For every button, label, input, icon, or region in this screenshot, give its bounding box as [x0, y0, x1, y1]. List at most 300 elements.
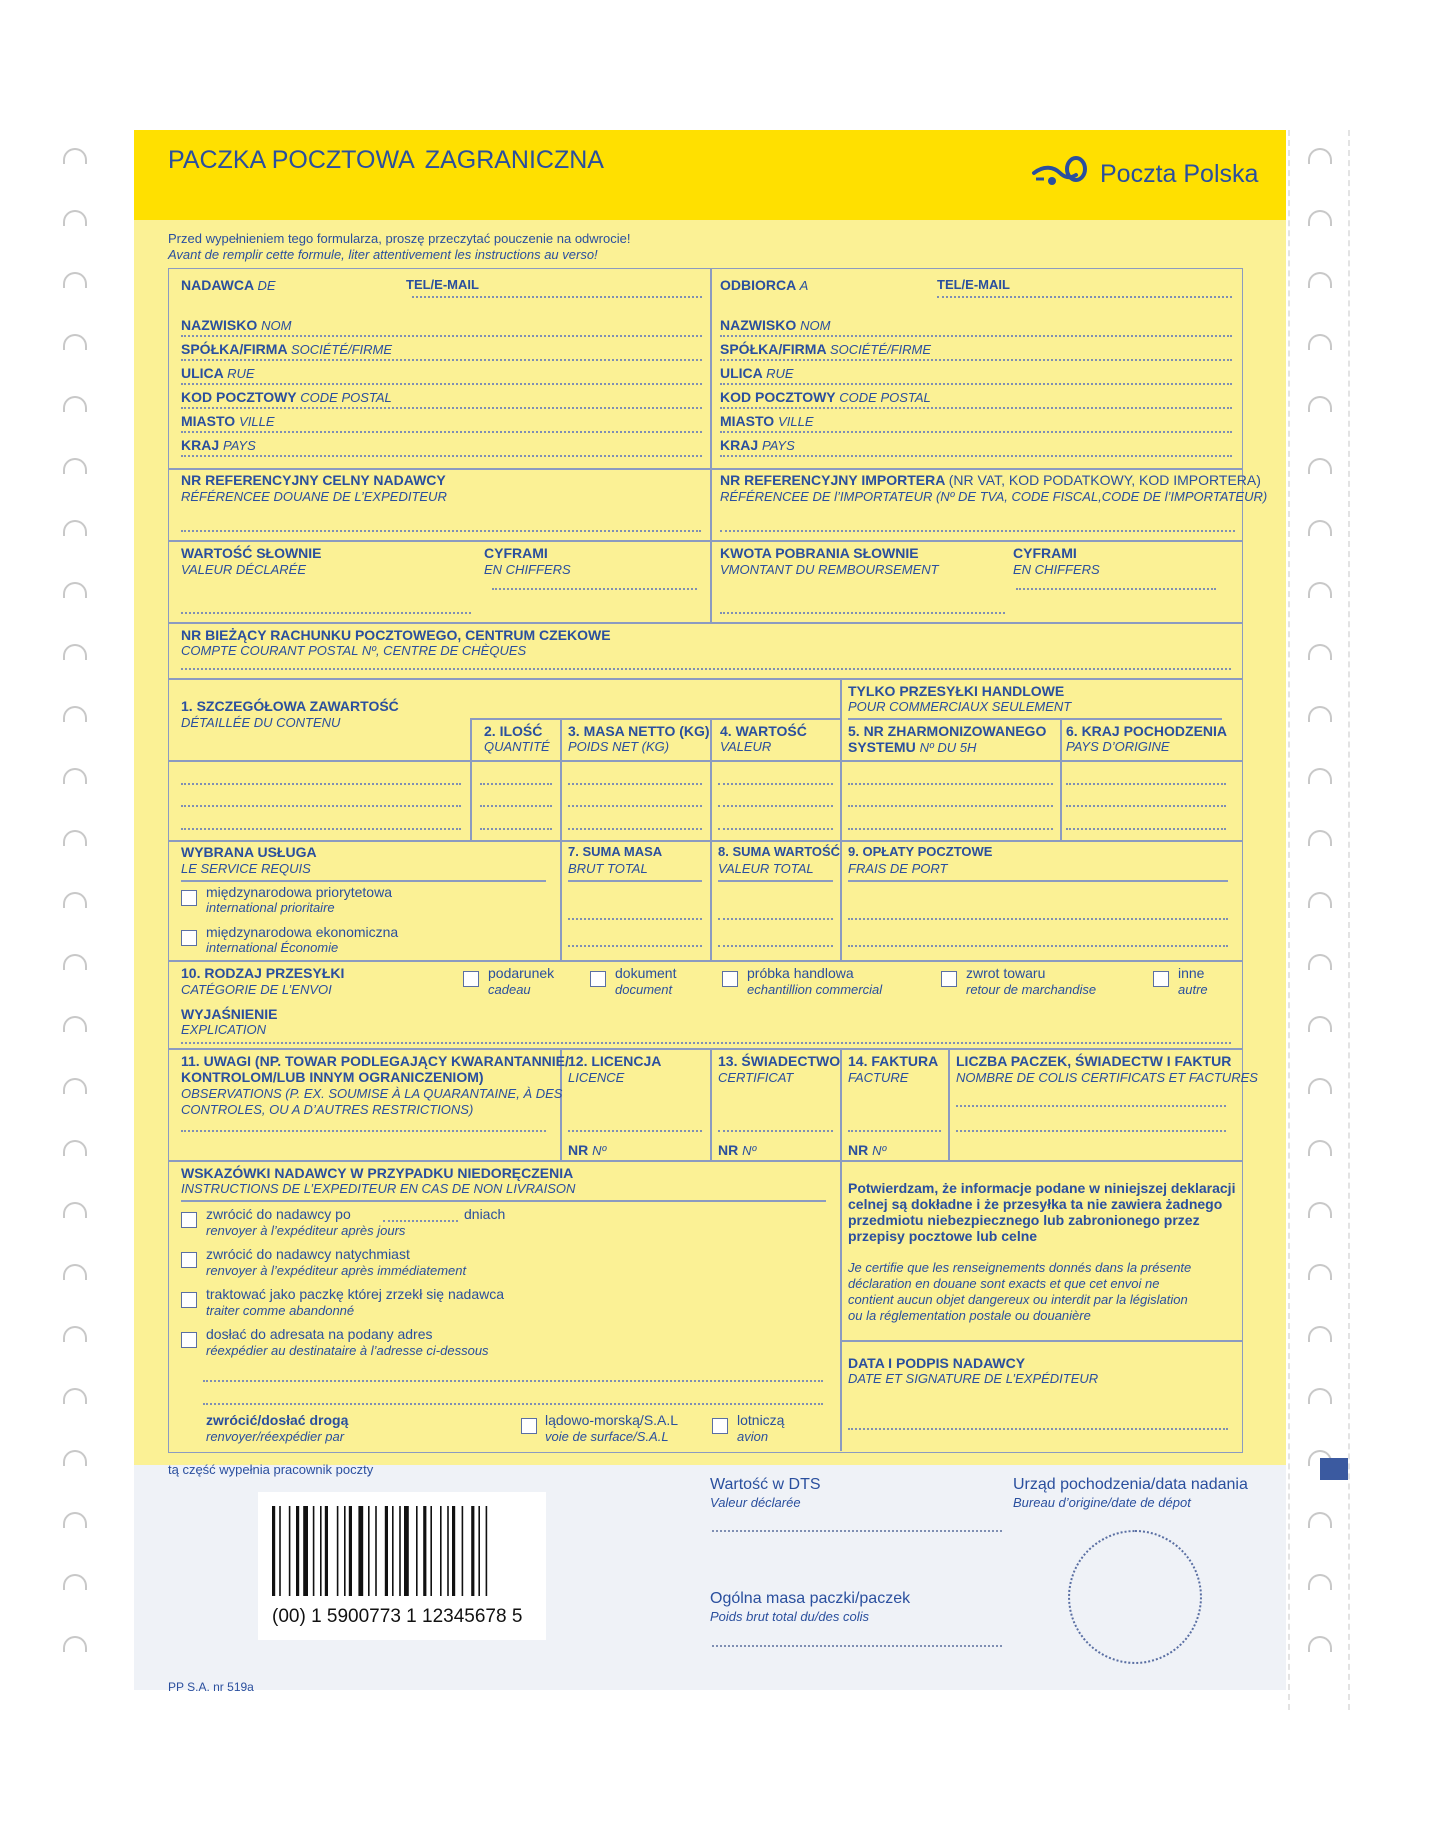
feed-hole — [63, 644, 87, 660]
recipient-field-name-fr: VILLE — [778, 414, 814, 429]
divider — [568, 880, 702, 882]
col-qty-fr: QUANTITÉ — [484, 739, 550, 754]
economy-label: międzynarodowa ekonomiczna — [206, 924, 399, 940]
col-hs-fr: Nº DU 5H — [919, 740, 977, 755]
value-words-fr: VALEUR DÉCLARÉE — [181, 562, 306, 577]
contents-cell-field[interactable] — [848, 783, 1053, 785]
col-qty-label: 2. ILOŚĆ — [484, 723, 543, 739]
divider — [948, 1048, 950, 1160]
barcode-bar — [471, 1506, 474, 1596]
feed-hole — [1308, 1140, 1332, 1156]
sender-field-name: SPÓŁKA/FIRMA — [181, 341, 288, 357]
value-words-field[interactable] — [181, 612, 471, 614]
invoice-label: 14. FAKTURA — [848, 1053, 939, 1069]
feed-hole — [63, 1636, 87, 1652]
col-value-label: 4. WARTOŚĆ — [720, 723, 807, 739]
barcode-text: (00) 1 5900773 1 12345678 5 — [272, 1606, 523, 1627]
economy-fr: international Économie — [206, 940, 339, 955]
notes-fr-2: CONTROLES, OU A D’AUTRES RESTRICTIONS) — [181, 1102, 474, 1117]
divider — [168, 540, 1243, 542]
redirect-address-field-2[interactable] — [203, 1403, 823, 1405]
account-label: NR BIEŻĄCY RACHUNKU POCZTOWEGO, CENTRUM CZEKOWE — [181, 627, 611, 643]
sender-field-label — [181, 389, 392, 405]
contents-cell-field[interactable] — [568, 828, 702, 830]
sender-field-input[interactable] — [181, 407, 702, 409]
sender-field-name-fr: SOCIÉTÉ/FIRME — [290, 342, 393, 357]
sender-field-name: ULICA — [181, 365, 224, 381]
route-fr: renvoyer/réexpédier par — [206, 1429, 345, 1444]
feed-hole — [63, 706, 87, 722]
mass-field[interactable] — [712, 1645, 1002, 1647]
recipient-field-name: NAZWISKO — [720, 317, 797, 333]
days-label: dniach — [464, 1206, 506, 1222]
feed-hole — [1308, 396, 1332, 412]
count-fr: NOMBRE DE COLIS CERTIFICATS ET FACTURES — [956, 1070, 1258, 1085]
barcode-bar — [462, 1506, 464, 1596]
category-label: 10. RODZAJ PRZESYŁKI — [181, 965, 345, 981]
divider — [168, 760, 1243, 762]
service-label: WYBRANA USŁUGA — [181, 844, 317, 860]
col-contents-label: 1. SZCZEGÓŁOWA ZAWARTOŚĆ — [181, 698, 399, 714]
notes-label: 11. UWAGI — [181, 1053, 252, 1069]
signature-field[interactable] — [848, 1428, 1228, 1430]
divider — [168, 1048, 1243, 1050]
contents-cell-field[interactable] — [181, 828, 461, 830]
feed-hole — [63, 892, 87, 908]
sender-field-name-fr: VILLE — [239, 414, 275, 429]
sender-field-label — [181, 437, 256, 453]
divider — [470, 718, 840, 720]
perforation-line-right — [1348, 130, 1352, 1710]
barcode-bar — [368, 1506, 370, 1596]
declaration-pl-line: Potwierdzam, że informacje podane w niniejszej deklaracji — [848, 1180, 1236, 1196]
contents-cell-field[interactable] — [181, 783, 461, 785]
signature-fr: DATE ET SIGNATURE DE L’EXPÉDITEUR — [848, 1371, 1099, 1386]
sender-field-name: MIASTO — [181, 413, 236, 429]
left-feed-strip — [55, 130, 95, 1690]
logo-text: Poczta Polska — [1100, 160, 1259, 188]
category-checkbox[interactable] — [722, 971, 738, 987]
declaration-pl-line: celnej są dokładne i że przesyłka ta nie zawiera żadnego — [848, 1196, 1223, 1212]
certificate-nr-fr: Nº — [742, 1143, 757, 1158]
declaration-pl-line: przedmiotu niebezpiecznego lub zabronionego przez — [848, 1212, 1200, 1228]
contents-cell-field[interactable] — [848, 828, 1053, 830]
barcode-bar — [296, 1506, 299, 1596]
sender-tel-field[interactable] — [412, 296, 702, 298]
category-checkbox[interactable] — [463, 971, 479, 987]
cod-words-field[interactable] — [720, 612, 1005, 614]
explanation-label: WYJAŚNIENIE — [181, 1006, 278, 1022]
divider — [1060, 718, 1062, 840]
recipient-field-label — [720, 365, 794, 381]
footer-code: PP S.A. nr 519a — [168, 1680, 254, 1694]
recipient-tel-label: TEL/E-MAIL — [937, 277, 1010, 292]
category-option-fr: cadeau — [488, 982, 531, 997]
sender-field-name: KRAJ — [181, 437, 220, 453]
feed-hole — [63, 1264, 87, 1280]
commercial-label: TYLKO PRZESYŁKI HANDLOWE — [848, 683, 1065, 699]
explanation-field[interactable] — [181, 1042, 1231, 1044]
barcode-bar — [279, 1506, 281, 1596]
certificate-fr: CERTIFICAT — [718, 1070, 794, 1085]
invoice-field[interactable] — [848, 1130, 941, 1132]
feed-hole — [1308, 458, 1332, 474]
notes-label-2: KONTROLOM/LUB INNYM OGRANICZENIOM) — [181, 1069, 484, 1085]
redirect-fr: réexpédier au destinataire à l’adresse ci-dessous — [206, 1343, 489, 1358]
surface-fr: voie de surface/S.A.L — [545, 1429, 669, 1444]
col-origin-fr: PAYS D’ORIGINE — [1066, 739, 1170, 754]
barcode-bar — [404, 1506, 409, 1596]
barcode-bar — [320, 1506, 322, 1596]
licence-fr: LICENCE — [568, 1070, 625, 1085]
divider — [168, 960, 1243, 962]
sender-field-label — [181, 317, 291, 333]
col-mass-label: 3. MASA NETTO (KG) — [568, 723, 710, 739]
postal-fees-fr: FRAIS DE PORT — [848, 861, 948, 876]
contents-cell-field[interactable] — [480, 828, 552, 830]
licence-field[interactable] — [568, 1130, 702, 1132]
feed-hole — [1308, 706, 1332, 722]
explanation-fr: EXPLICATION — [181, 1022, 267, 1037]
feed-hole — [63, 1574, 87, 1590]
barcode-bar — [289, 1506, 291, 1596]
feed-hole — [1308, 644, 1332, 660]
dts-label: Wartość w DTS — [710, 1476, 821, 1493]
contents-cell-field[interactable] — [480, 783, 552, 785]
certificate-nr: NR — [718, 1142, 739, 1158]
return-immediately-fr: renvoyer à l’expéditeur après immédiatement — [206, 1263, 467, 1278]
total-mass-fr: BRUT TOTAL — [568, 861, 648, 876]
redirect-checkbox[interactable] — [181, 1332, 197, 1348]
feed-hole — [1308, 954, 1332, 970]
recipient-field-name-fr: PAYS — [762, 438, 795, 453]
office-label: Urząd pochodzenia/data nadania — [1013, 1476, 1248, 1493]
instructions-fr: INSTRUCTIONS DE L’EXPEDITEUR EN CAS DE NON LIVRAISON — [181, 1181, 576, 1196]
recipient-title: ODBIORCA — [720, 277, 796, 293]
feed-hole — [63, 396, 87, 412]
postal-note: tą część wypełnia pracownik poczty — [168, 1462, 374, 1477]
feed-hole — [63, 830, 87, 846]
cod-words-fr: VMONTANT DU REMBOURSEMENT — [720, 562, 939, 577]
return-immediately-checkbox[interactable] — [181, 1252, 197, 1268]
barcode — [258, 1492, 546, 1640]
contents-cell-field[interactable] — [718, 828, 833, 830]
feed-hole — [63, 768, 87, 784]
cod-digits-field[interactable] — [1016, 588, 1216, 590]
postal-fees-field[interactable] — [848, 918, 1228, 920]
barcode-bar — [272, 1506, 275, 1596]
recipient-field-label — [720, 437, 795, 453]
ref-sender-fr: RÉFÉRENCEE DOUANE DE L’EXPEDITEUR — [181, 489, 447, 504]
divider — [470, 718, 472, 840]
barcode-bars — [258, 1492, 546, 1602]
feed-hole — [63, 1512, 87, 1528]
mass-label: Ogólna masa paczki/paczek — [710, 1590, 911, 1607]
category-fr: CATÉGORIE DE L’ENVOI — [181, 982, 332, 997]
feed-hole — [1308, 334, 1332, 350]
service-fr: LE SERVICE REQUIS — [181, 861, 311, 876]
mass-fr: Poids brut total du/des colis — [710, 1609, 869, 1624]
col-mass-fr: POIDS NET (KG) — [568, 739, 670, 754]
divider — [710, 1048, 712, 1160]
value-words-label: WARTOŚĆ SŁOWNIE — [181, 545, 322, 561]
category-option-fr: echantillion commercial — [747, 982, 883, 997]
contents-cell-field[interactable] — [1066, 828, 1226, 830]
ref-sender-field[interactable] — [181, 530, 701, 532]
certificate-field[interactable] — [718, 1130, 833, 1132]
divider — [181, 880, 546, 882]
divider — [718, 880, 833, 882]
feed-hole — [1308, 892, 1332, 908]
contents-cell-field[interactable] — [568, 805, 702, 807]
recipient-field-name-fr: NOM — [800, 318, 831, 333]
priority-label: międzynarodowa priorytetowa — [206, 884, 392, 900]
count-field-2[interactable] — [956, 1130, 1226, 1132]
account-field[interactable] — [181, 668, 1231, 670]
feed-hole — [63, 1388, 87, 1404]
surface-checkbox[interactable] — [521, 1418, 537, 1434]
category-option-label: dokument — [615, 965, 677, 981]
recipient-field-label — [720, 317, 830, 333]
divider — [710, 718, 712, 960]
redirect-label: dosłać do adresata na podany adres — [206, 1326, 433, 1342]
recipient-field-name-fr: SOCIÉTÉ/FIRME — [829, 342, 932, 357]
barcode-bar — [375, 1506, 377, 1596]
sender-field-label — [181, 413, 275, 429]
return-after-days-checkbox[interactable] — [181, 1212, 197, 1228]
contents-cell-field[interactable] — [568, 783, 702, 785]
contents-cell-field[interactable] — [718, 783, 833, 785]
sender-field-name: KOD POCZTOWY — [181, 389, 297, 405]
instructions-label: WSKAZÓWKI NADAWCY W PRZYPADKU NIEDORĘCZENIA — [181, 1165, 574, 1181]
right-feed-strip — [1300, 130, 1340, 1690]
feed-hole — [1308, 272, 1332, 288]
sender-field-label — [181, 365, 255, 381]
divider — [710, 268, 712, 622]
barcode-bar — [337, 1506, 339, 1596]
sender-field-input[interactable] — [181, 335, 702, 337]
feed-hole — [63, 148, 87, 164]
invoice-fr: FACTURE — [848, 1070, 909, 1085]
col-hs-label: 5. NR ZHARMONIZOWANEGO — [848, 723, 1047, 739]
recipient-field-name: KRAJ — [720, 437, 759, 453]
category-checkbox[interactable] — [1153, 971, 1169, 987]
return-immediately-label: zwrócić do nadawcy natychmiast — [206, 1246, 410, 1262]
abandon-checkbox[interactable] — [181, 1292, 197, 1308]
total-value-fr: VALEUR TOTAL — [718, 861, 814, 876]
feed-hole — [63, 582, 87, 598]
recipient-field-label — [720, 389, 931, 405]
declaration-pl-line: przepisy pocztowe lub celne — [848, 1228, 1038, 1244]
recipient-field-input[interactable] — [720, 407, 1232, 409]
dts-field[interactable] — [712, 1530, 1002, 1532]
sender-field-name-fr: NOM — [261, 318, 292, 333]
notes-label-rest: (NP. TOWAR PODLEGAJĄCY KWARANTANNIE/ — [254, 1053, 569, 1069]
count-field[interactable] — [956, 1105, 1226, 1107]
licence-nr: NR — [568, 1142, 589, 1158]
licence-label: 12. LICENCJA — [568, 1053, 662, 1069]
cod-digits-label: CYFRAMI — [1013, 545, 1077, 561]
total-value-label: 8. SUMA WARTOŚĆ — [718, 844, 841, 859]
recipient-field-name: ULICA — [720, 365, 763, 381]
notes-field[interactable] — [181, 1130, 546, 1132]
divider — [840, 1048, 842, 1451]
feed-hole — [1308, 1264, 1332, 1280]
total-value-field[interactable] — [718, 918, 833, 920]
divider — [848, 718, 1222, 720]
sender-title-fr: DE — [257, 278, 276, 293]
contents-cell-field[interactable] — [848, 805, 1053, 807]
ref-importer-fr: RÉFÉRENCEE DE l’IMPORTATEUR (Nº DE TVA, CODE FISCAL,CODE DE l’IMPORTATEUR) — [720, 489, 1268, 504]
account-fr: COMPTE COURANT POSTAL Nº, CENTRE DE CHÈQUES — [181, 643, 527, 658]
feed-hole — [63, 1140, 87, 1156]
divider — [840, 678, 842, 840]
intro-pl: Przed wypełnieniem tego formularza, proszę przeczytać pouczenie na odwrocie! — [168, 231, 631, 246]
postal-fees-field-2[interactable] — [848, 945, 1228, 947]
barcode-bar — [452, 1506, 455, 1596]
category-option-fr: autre — [1178, 982, 1208, 997]
certificate-label: 13. ŚWIADECTWO — [718, 1053, 841, 1069]
abandon-label: traktować jako paczkę której zrzekł się nadawca — [206, 1286, 505, 1302]
divider — [181, 1200, 826, 1202]
air-fr: avion — [737, 1429, 769, 1444]
total-value-field-2[interactable] — [718, 945, 833, 947]
feed-hole — [63, 210, 87, 226]
sender-field-name-fr: RUE — [227, 366, 255, 381]
economy-checkbox[interactable] — [181, 930, 197, 946]
feed-hole — [1308, 1388, 1332, 1404]
category-option-label: próbka handlowa — [747, 965, 854, 981]
post-horn-logo-icon — [1030, 155, 1098, 189]
sender-field-input[interactable] — [181, 359, 702, 361]
recipient-field-name: SPÓŁKA/FIRMA — [720, 341, 827, 357]
contents-cell-field[interactable] — [1066, 805, 1226, 807]
ref-sender-label: NR REFERENCYJNY CELNY NADAWCY — [181, 472, 446, 488]
days-field[interactable] — [383, 1220, 458, 1222]
dts-fr: Valeur déclarée — [710, 1495, 801, 1510]
value-digits-label: CYFRAMI — [484, 545, 548, 561]
signature-label: DATA I PODPIS NADAWCY — [848, 1355, 1026, 1371]
feed-hole — [63, 1202, 87, 1218]
recipient-field-name: MIASTO — [720, 413, 775, 429]
category-checkbox[interactable] — [590, 971, 606, 987]
feed-hole — [63, 520, 87, 536]
air-checkbox[interactable] — [712, 1418, 728, 1434]
feed-hole — [63, 334, 87, 350]
divider — [168, 468, 1243, 470]
feed-hole — [63, 272, 87, 288]
cod-words-label: KWOTA POBRANIA SŁOWNIE — [720, 545, 919, 561]
barcode-bar — [392, 1506, 394, 1596]
feed-hole — [1308, 582, 1332, 598]
feed-hole — [1308, 1512, 1332, 1528]
total-mass-field-2[interactable] — [568, 945, 702, 947]
abandon-fr: traiter comme abandonné — [206, 1303, 355, 1318]
priority-checkbox[interactable] — [181, 890, 197, 906]
declaration-fr-line: ou la réglementation postale ou douanière — [848, 1308, 1091, 1323]
recipient-field-input[interactable] — [720, 359, 1232, 361]
contents-cell-field[interactable] — [1066, 783, 1226, 785]
feed-hole — [1308, 768, 1332, 784]
return-after-days-fr: renvoyer à l’expéditeur après jours — [206, 1223, 406, 1238]
barcode-bar — [478, 1506, 480, 1596]
air-label: lotniczą — [737, 1412, 785, 1428]
col-hs-label-2: SYSTEMU — [848, 739, 916, 755]
category-option-label: inne — [1178, 965, 1205, 981]
feed-hole — [63, 1016, 87, 1032]
recipient-field-input[interactable] — [720, 455, 1232, 457]
declaration-fr-line: Je certifie que les renseignements donnés dans la présente — [848, 1260, 1192, 1275]
feed-hole — [63, 954, 87, 970]
recipient-field-input[interactable] — [720, 335, 1232, 337]
recipient-tel-field[interactable] — [937, 296, 1232, 298]
barcode-bar — [447, 1506, 449, 1596]
feed-hole — [1308, 1636, 1332, 1652]
value-digits-field[interactable] — [492, 588, 697, 590]
total-mass-field[interactable] — [568, 918, 702, 920]
col-contents-fr: DÉTAILLÉE DU CONTENU — [181, 715, 341, 730]
sender-field-input[interactable] — [181, 383, 702, 385]
office-fr: Bureau d’origine/date de dépot — [1013, 1495, 1191, 1510]
barcode-bar — [385, 1506, 388, 1596]
recipient-field-name: KOD POCZTOWY — [720, 389, 836, 405]
feed-hole — [1308, 148, 1332, 164]
feed-hole — [1308, 1574, 1332, 1590]
barcode-bar — [358, 1506, 363, 1596]
barcode-bar — [440, 1506, 442, 1596]
value-digits-fr: EN CHIFFERS — [484, 562, 571, 577]
barcode-bar — [349, 1506, 352, 1596]
ref-importer-label: NR REFERENCYJNY IMPORTERA — [720, 472, 945, 488]
total-mass-label: 7. SUMA MASA — [568, 844, 663, 859]
recipient-field-input[interactable] — [720, 383, 1232, 385]
barcode-bar — [399, 1506, 401, 1596]
divider — [168, 622, 1243, 624]
contents-cell-field[interactable] — [718, 805, 833, 807]
recipient-field-name-fr: CODE POSTAL — [839, 390, 931, 405]
invoice-nr-fr: Nº — [872, 1143, 887, 1158]
category-option-fr: document — [615, 982, 673, 997]
divider — [840, 840, 842, 960]
route-label: zwrócić/dosłać drogą — [206, 1412, 349, 1428]
notes-fr-1: OBSERVATIONS (P. EX. SOUMISE À LA QUARANTAINE, À DES — [181, 1086, 563, 1101]
redirect-address-field[interactable] — [203, 1380, 823, 1382]
sender-field-input[interactable] — [181, 431, 702, 433]
cod-digits-fr: EN CHIFFERS — [1013, 562, 1100, 577]
contents-cell-field[interactable] — [181, 805, 461, 807]
divider — [168, 840, 1243, 842]
col-origin-label: 6. KRAJ POCHODZENIA — [1066, 723, 1228, 739]
recipient-field-input[interactable] — [720, 431, 1232, 433]
ref-importer-field[interactable] — [720, 530, 1235, 532]
contents-cell-field[interactable] — [480, 805, 552, 807]
category-checkbox[interactable] — [941, 971, 957, 987]
feed-hole — [1308, 1326, 1332, 1342]
feed-hole — [1308, 1202, 1332, 1218]
sender-field-name-fr: CODE POSTAL — [300, 390, 392, 405]
print-mark — [1320, 1458, 1348, 1480]
recipient-field-name-fr: RUE — [766, 366, 794, 381]
divider — [848, 880, 1228, 882]
barcode-bar — [486, 1506, 488, 1596]
commercial-fr: POUR COMMERCIAUX SEULEMENT — [848, 699, 1072, 714]
sender-title: NADAWCA — [181, 277, 254, 293]
declaration-fr-line: contient aucun objet dangereux ou interdit par la législation — [848, 1292, 1188, 1307]
sender-field-input[interactable] — [181, 455, 702, 457]
category-option-label: podarunek — [488, 965, 555, 981]
divider — [168, 678, 1243, 680]
feed-hole — [1308, 1078, 1332, 1094]
